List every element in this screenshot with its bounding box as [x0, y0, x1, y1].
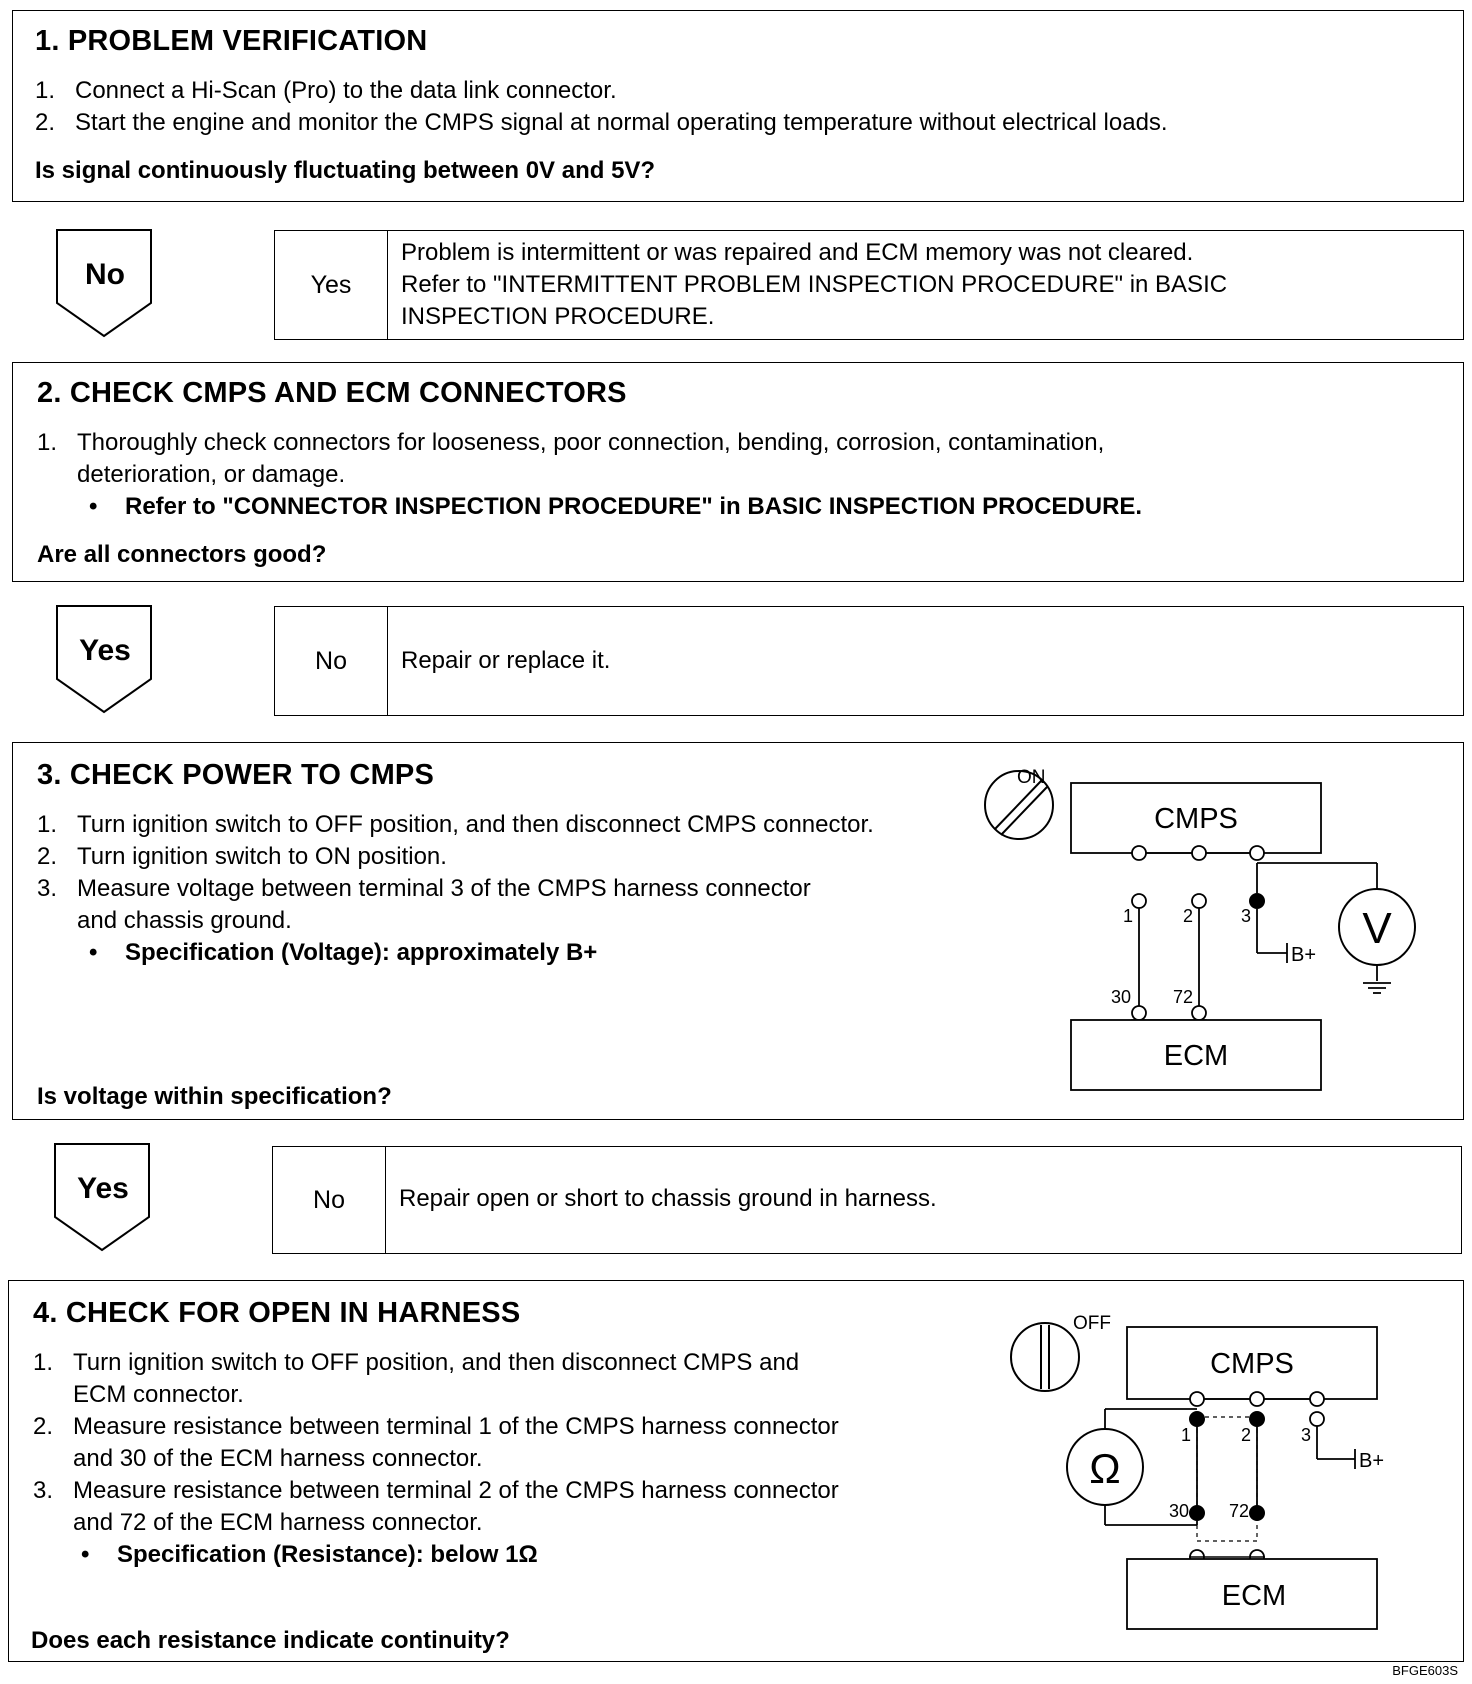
item-text: Measure resistance between terminal 1 of the CMPS harness connector — [73, 1413, 839, 1440]
switch-label: ON — [1017, 767, 1046, 788]
alt-line: INSPECTION PROCEDURE. — [401, 303, 715, 330]
terminal — [1190, 1392, 1204, 1406]
ecm-label: ECM — [1221, 1580, 1287, 1612]
step-4-title: 4. CHECK FOR OPEN IN HARNESS — [33, 1297, 521, 1329]
branch-2-alt-key: No — [275, 607, 388, 715]
item-text: Thoroughly check connectors for looseness, poor connection, bending, corrosion, contamination, — [77, 429, 1105, 456]
item-text: Start the engine and monitor the CMPS signal at normal operating temperature without electrical loads. — [75, 109, 1168, 136]
pin-label: 3 — [1301, 1425, 1312, 1445]
branch-1-alt-text — [401, 237, 1227, 333]
pin-label: 72 — [1173, 987, 1194, 1007]
ignition-switch-off-icon — [1011, 1323, 1079, 1391]
branch-3-arrow-label: Yes — [77, 1172, 129, 1205]
item-text: Measure voltage between terminal 3 of the CMPS harness connector — [77, 875, 811, 902]
item-text: Turn ignition switch to ON position. — [77, 843, 447, 870]
branch-1-arrow-label: No — [85, 258, 125, 291]
item-number: 1. — [37, 429, 58, 456]
branch-2-arrow-label: Yes — [79, 634, 131, 667]
item-number: 1. — [33, 1349, 54, 1376]
terminal — [1310, 1412, 1324, 1426]
terminal — [1132, 894, 1146, 908]
item-number: 1. — [37, 811, 58, 838]
pin-label: 30 — [1111, 987, 1132, 1007]
step-4-question: Does each resistance indicate continuity? — [31, 1627, 510, 1654]
figure-code: BFGE603S — [1392, 1663, 1458, 1678]
item-text: Measure resistance between terminal 2 of the CMPS harness connector — [73, 1477, 839, 1504]
item-text: deterioration, or damage. — [77, 461, 346, 488]
item-text: ECM connector. — [73, 1381, 244, 1408]
step-4-box — [8, 1280, 1464, 1662]
pin-label: 1 — [1123, 906, 1134, 926]
bullet-dot: • — [89, 493, 98, 520]
terminal — [1310, 1392, 1324, 1406]
resistance-test-diagram — [9, 1281, 1463, 1661]
item-number: 1. — [35, 77, 56, 104]
terminal — [1132, 846, 1146, 860]
terminal — [1192, 846, 1206, 860]
pin-label: 2 — [1183, 906, 1194, 926]
terminal — [1192, 1006, 1206, 1020]
bullet-text: Specification (Resistance): below 1Ω — [117, 1541, 538, 1568]
supply-label: B+ — [1359, 1450, 1385, 1472]
item-number: 3. — [37, 875, 58, 902]
item-text: and chassis ground. — [77, 907, 292, 934]
pin-label: 72 — [1229, 1501, 1250, 1521]
cmps-label: CMPS — [1210, 1348, 1294, 1380]
item-text: and 72 of the ECM harness connector. — [73, 1509, 483, 1536]
pin-label: 3 — [1241, 906, 1252, 926]
bullet-text: Refer to "CONNECTOR INSPECTION PROCEDURE" in BASIC INSPECTION PROCEDURE. — [125, 493, 1143, 520]
step-1-question: Is signal continuously fluctuating between 0V and 5V? — [35, 157, 656, 184]
meter-symbol: V — [1362, 904, 1392, 953]
step-2-question: Are all connectors good? — [37, 541, 327, 568]
ecm-label: ECM — [1163, 1040, 1229, 1072]
branch-2-alt-text: Repair or replace it. — [401, 647, 611, 674]
pin-label: 30 — [1169, 1501, 1190, 1521]
terminal — [1250, 846, 1264, 860]
step-1-title: 1. PROBLEM VERIFICATION — [35, 25, 428, 57]
item-number: 3. — [33, 1477, 54, 1504]
item-number: 2. — [33, 1413, 54, 1440]
step-3-title: 3. CHECK POWER TO CMPS — [37, 759, 435, 791]
branch-3-alt-text: Repair open or short to chassis ground in harness. — [399, 1185, 937, 1212]
bullet-text: Specification (Voltage): approximately B+ — [125, 939, 598, 966]
meter-symbol: Ω — [1089, 1445, 1121, 1492]
branch-3-alt-key: No — [273, 1147, 386, 1253]
pin-label: 2 — [1241, 1425, 1252, 1445]
alt-line: Problem is intermittent or was repaired and ECM memory was not cleared. — [401, 239, 1194, 266]
switch-label: OFF — [1073, 1313, 1111, 1334]
terminal — [1250, 1392, 1264, 1406]
step-3-box — [12, 742, 1464, 1120]
pin-label: 1 — [1181, 1425, 1192, 1445]
voltage-test-diagram — [13, 743, 1463, 1119]
step-2-box — [12, 362, 1464, 582]
supply-label: B+ — [1291, 944, 1317, 966]
item-text: Turn ignition switch to OFF position, and then disconnect CMPS connector. — [77, 811, 874, 838]
item-number: 2. — [35, 109, 56, 136]
terminal — [1192, 894, 1206, 908]
probe-point — [1249, 893, 1265, 909]
alt-line: Refer to "INTERMITTENT PROBLEM INSPECTION PROCEDURE" in BASIC — [401, 271, 1228, 298]
cmps-label: CMPS — [1154, 803, 1238, 835]
bullet-dot: • — [81, 1541, 90, 1568]
branch-2-alt-box — [274, 606, 1464, 716]
step-3-question: Is voltage within specification? — [37, 1083, 392, 1110]
item-text: Connect a Hi-Scan (Pro) to the data link connector. — [75, 77, 617, 104]
bullet-dot: • — [89, 939, 98, 966]
terminal — [1132, 1006, 1146, 1020]
step-1-box — [12, 10, 1464, 202]
item-text: and 30 of the ECM harness connector. — [73, 1445, 483, 1472]
branch-3-alt-box — [272, 1146, 1462, 1254]
branch-1-alt-key: Yes — [275, 231, 388, 339]
ground-icon — [1363, 983, 1391, 993]
item-text: Turn ignition switch to OFF position, and then disconnect CMPS and — [73, 1349, 800, 1376]
item-number: 2. — [37, 843, 58, 870]
branch-1-alt-box — [274, 230, 1464, 340]
step-2-title: 2. CHECK CMPS AND ECM CONNECTORS — [37, 377, 627, 409]
